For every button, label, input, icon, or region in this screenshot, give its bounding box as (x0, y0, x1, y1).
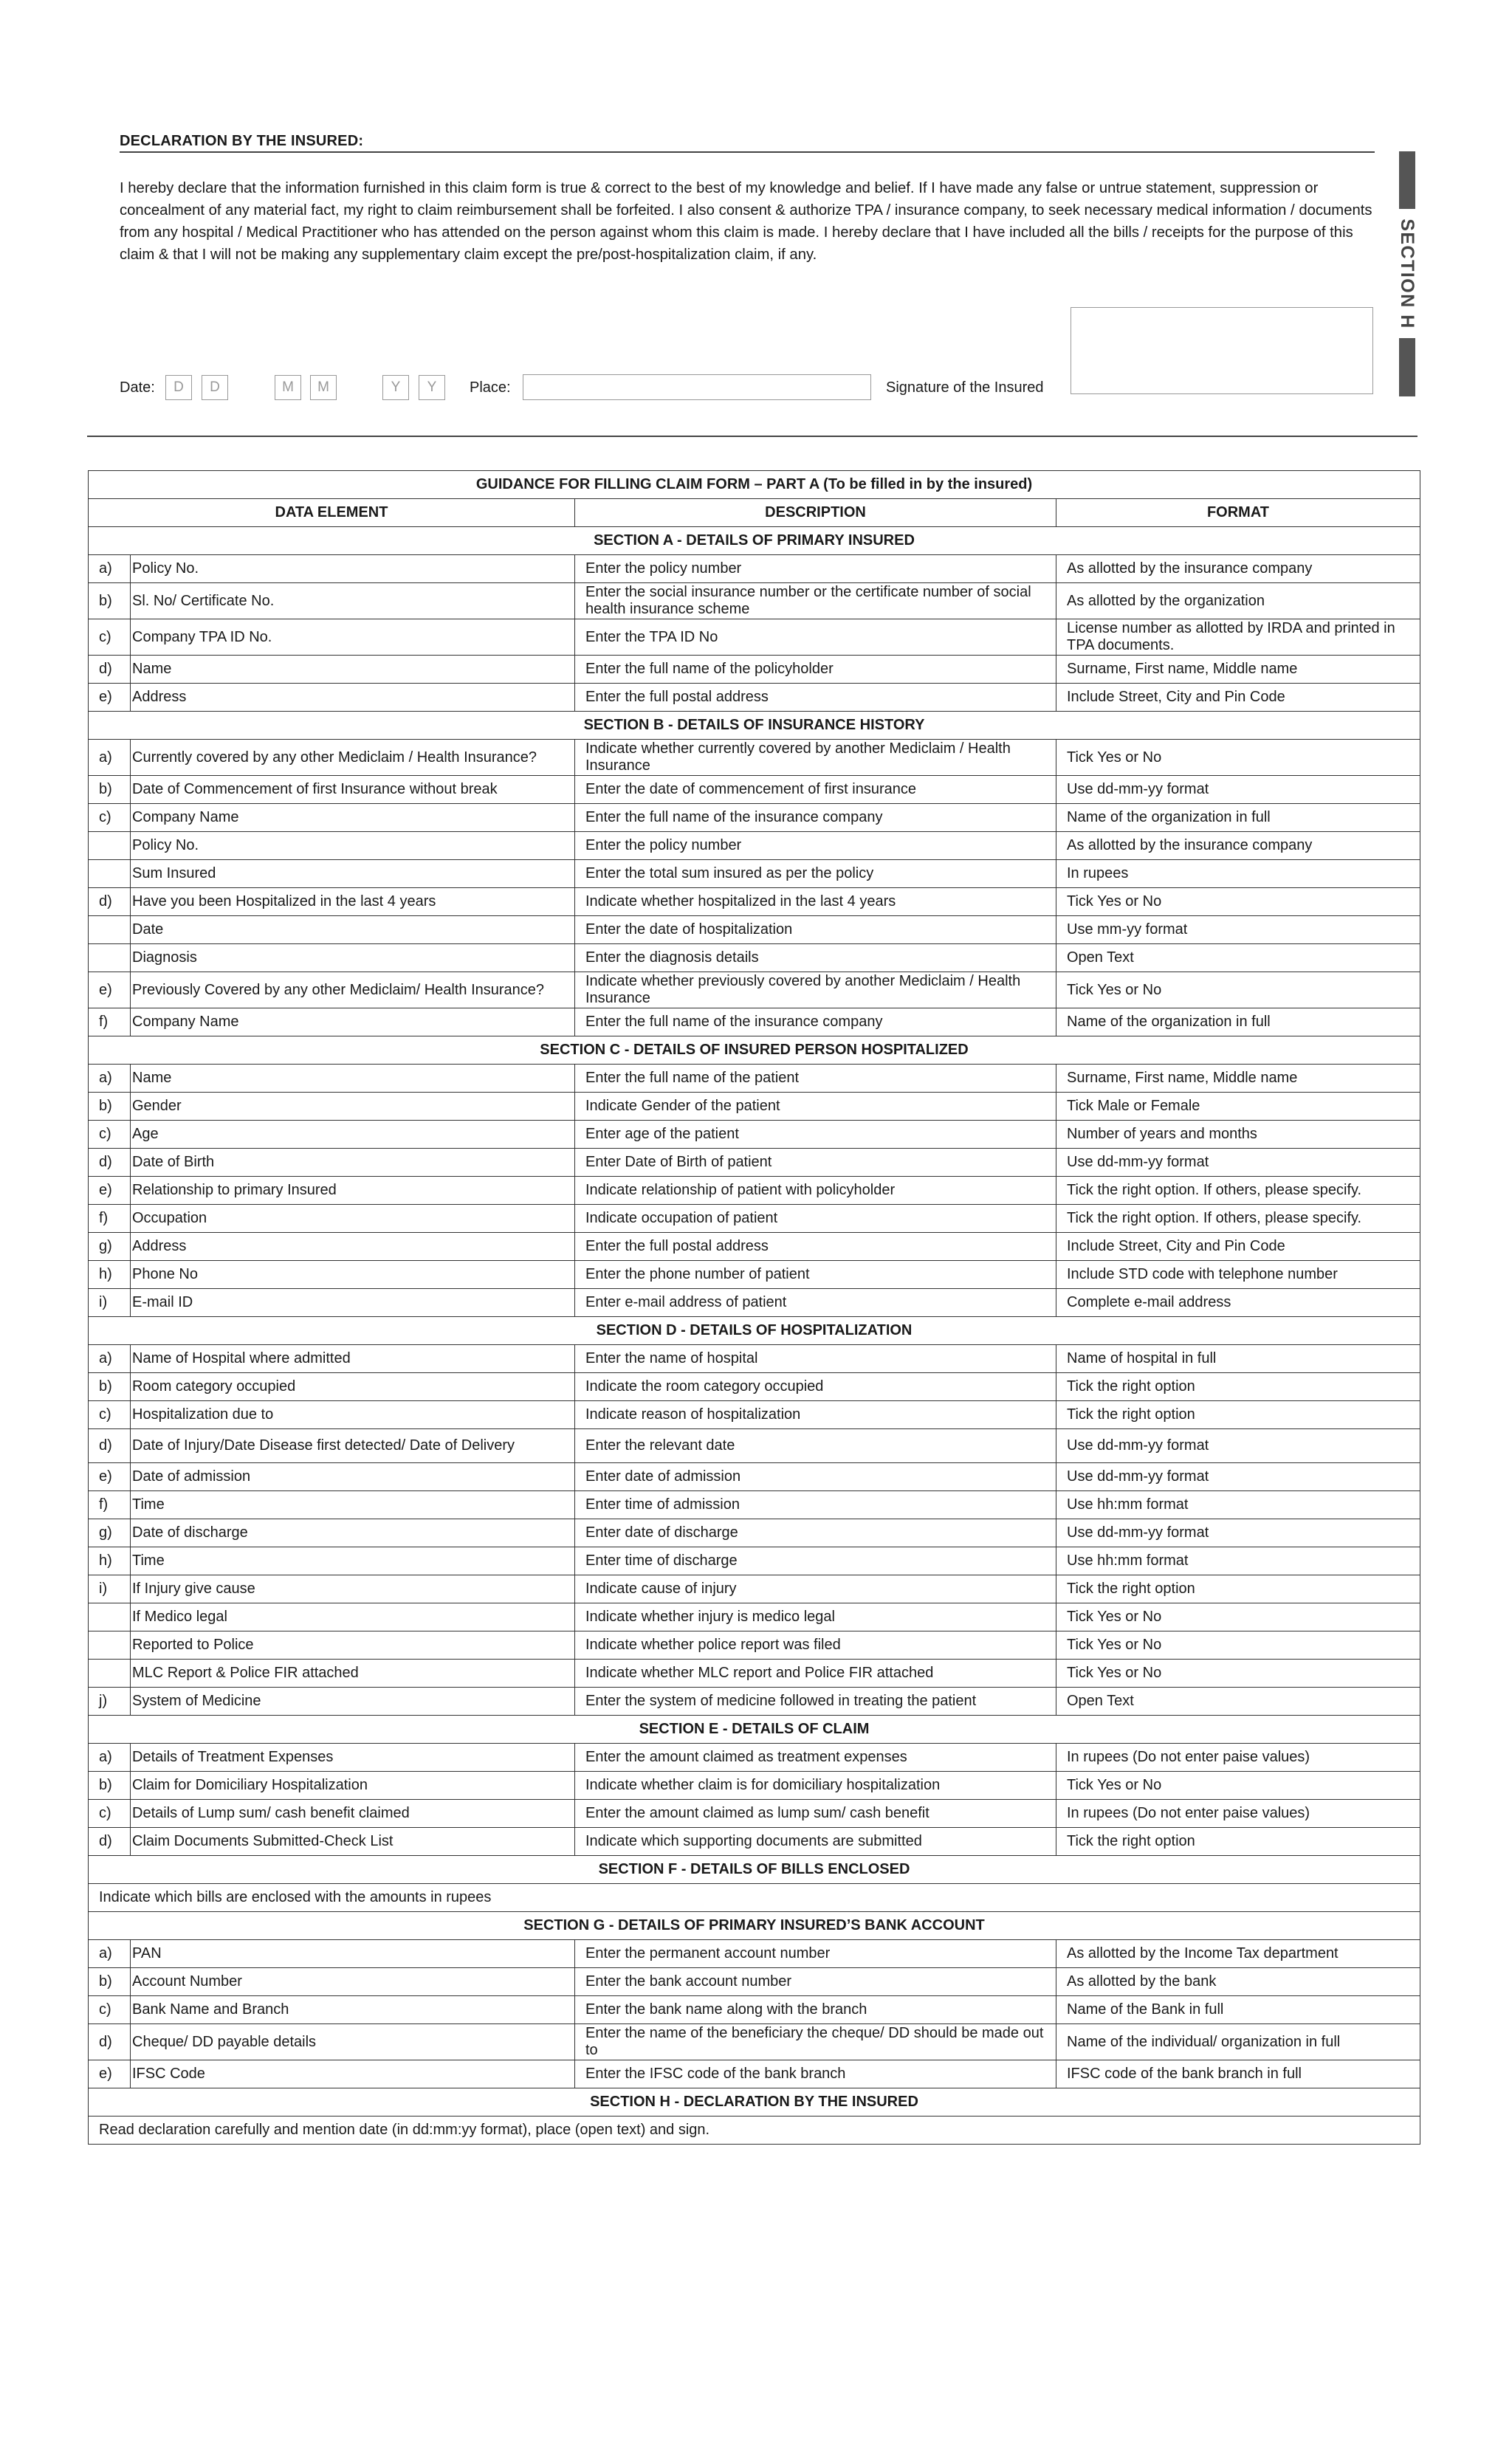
table-row (89, 860, 1420, 888)
data-element-cell: Address (131, 1233, 575, 1261)
data-element-cell: Gender (131, 1093, 575, 1121)
guidance-title-row (89, 471, 1420, 499)
description-cell: Enter the name of hospital (575, 1345, 1056, 1373)
row-label (89, 1603, 131, 1631)
description-cell: Indicate whether MLC report and Police FIR attached (575, 1660, 1056, 1688)
row-label: d) (89, 1828, 131, 1856)
data-element-cell: If Injury give cause (131, 1575, 575, 1603)
row-label: b) (89, 1968, 131, 1996)
format-cell: Use dd-mm-yy format (1056, 1519, 1420, 1547)
description-cell: Indicate relationship of patient with policyholder (575, 1177, 1056, 1205)
data-element-cell: Sl. No/ Certificate No. (131, 583, 575, 619)
description-cell: Enter date of discharge (575, 1519, 1056, 1547)
data-element-cell: Currently covered by any other Mediclaim / Health Insurance? (131, 740, 575, 776)
row-label: a) (89, 1065, 131, 1093)
description-cell: Enter the full postal address (575, 684, 1056, 712)
format-cell: Number of years and months (1056, 1121, 1420, 1149)
description-cell: Enter the full postal address (575, 1233, 1056, 1261)
format-cell: Tick Yes or No (1056, 1603, 1420, 1631)
description-cell: Enter the social insurance number or the certificate number of social health insurance scheme (575, 583, 1056, 619)
format-cell: Tick the right option (1056, 1373, 1420, 1401)
row-label: b) (89, 1772, 131, 1800)
format-cell: Surname, First name, Middle name (1056, 1065, 1420, 1093)
description-cell: Enter the TPA ID No (575, 619, 1056, 656)
place-label: Place: (470, 379, 511, 396)
format-cell: Name of the Bank in full (1056, 1996, 1420, 2024)
table-row (89, 1401, 1420, 1429)
row-label: a) (89, 740, 131, 776)
table-row (89, 1603, 1420, 1631)
guidance-title: GUIDANCE FOR FILLING CLAIM FORM – PART A (To be filled in by the insured) (89, 471, 1420, 499)
description-cell: Enter e-mail address of patient (575, 1289, 1056, 1317)
row-label: e) (89, 1463, 131, 1491)
data-element-cell: Name (131, 656, 575, 684)
data-element-cell: Policy No. (131, 555, 575, 583)
section-tab-bar-bottom (1399, 338, 1415, 396)
description-cell: Enter the system of medicine followed in treating the patient (575, 1688, 1056, 1716)
row-label: b) (89, 583, 131, 619)
table-row (89, 1828, 1420, 1856)
data-element-cell: Sum Insured (131, 860, 575, 888)
format-cell: Use dd-mm-yy format (1056, 1429, 1420, 1463)
section-title: SECTION G - DETAILS OF PRIMARY INSURED’S BANK ACCOUNT (89, 1912, 1420, 1940)
table-row (89, 1345, 1420, 1373)
guidance-header-row (89, 499, 1420, 527)
description-cell: Indicate whether hospitalized in the last 4 years (575, 888, 1056, 916)
data-element-cell: Bank Name and Branch (131, 1996, 575, 2024)
description-cell: Indicate Gender of the patient (575, 1093, 1056, 1121)
data-element-cell: Cheque/ DD payable details (131, 2024, 575, 2060)
table-row (89, 1996, 1420, 2024)
section-title: SECTION B - DETAILS OF INSURANCE HISTORY (89, 712, 1420, 740)
description-cell: Enter the bank account number (575, 1968, 1056, 1996)
format-cell: Tick the right option (1056, 1575, 1420, 1603)
section-header-row (89, 1716, 1420, 1744)
table-row (89, 1261, 1420, 1289)
row-label: b) (89, 1093, 131, 1121)
date-month-box-2[interactable]: M (310, 375, 337, 400)
format-cell: Tick Yes or No (1056, 1631, 1420, 1660)
table-row (89, 1772, 1420, 1800)
data-element-cell: Date (131, 916, 575, 944)
format-cell: Open Text (1056, 944, 1420, 972)
section-note: Read declaration carefully and mention date (in dd:mm:yy format), place (open text) and sign. (89, 2117, 1420, 2145)
table-row (89, 583, 1420, 619)
table-row (89, 2060, 1420, 2088)
guidance-table (88, 470, 1420, 2145)
row-label: a) (89, 1345, 131, 1373)
description-cell: Enter the policy number (575, 832, 1056, 860)
table-row (89, 1547, 1420, 1575)
section-header-row (89, 712, 1420, 740)
format-cell: Open Text (1056, 1688, 1420, 1716)
format-cell: Use dd-mm-yy format (1056, 1149, 1420, 1177)
section-h-tab (1397, 151, 1418, 396)
table-row (89, 888, 1420, 916)
data-element-cell: Company Name (131, 1008, 575, 1036)
format-cell: Tick Male or Female (1056, 1093, 1420, 1121)
data-element-cell: Hospitalization due to (131, 1401, 575, 1429)
data-element-cell: Previously Covered by any other Mediclaim/ Health Insurance? (131, 972, 575, 1008)
data-element-cell: Name (131, 1065, 575, 1093)
data-element-cell: Date of Birth (131, 1149, 575, 1177)
description-cell: Enter the date of commencement of first insurance (575, 776, 1056, 804)
row-label: c) (89, 1121, 131, 1149)
description-cell: Enter the diagnosis details (575, 944, 1056, 972)
table-row (89, 1149, 1420, 1177)
row-label: i) (89, 1289, 131, 1317)
format-cell: Name of the organization in full (1056, 1008, 1420, 1036)
section-title: SECTION C - DETAILS OF INSURED PERSON HOSPITALIZED (89, 1036, 1420, 1065)
date-label: Date: (120, 379, 155, 396)
table-row (89, 619, 1420, 656)
data-element-cell: Room category occupied (131, 1373, 575, 1401)
data-element-cell: Reported to Police (131, 1631, 575, 1660)
section-tab-bar-top (1399, 151, 1415, 209)
table-row (89, 1800, 1420, 1828)
description-cell: Enter time of admission (575, 1491, 1056, 1519)
table-row (89, 1660, 1420, 1688)
description-cell: Indicate the room category occupied (575, 1373, 1056, 1401)
data-element-cell: PAN (131, 1940, 575, 1968)
table-row (89, 684, 1420, 712)
format-cell: In rupees (Do not enter paise values) (1056, 1800, 1420, 1828)
format-cell: Tick the right option (1056, 1828, 1420, 1856)
declaration-title-rule (120, 151, 1375, 153)
table-row (89, 656, 1420, 684)
format-cell: Tick Yes or No (1056, 1660, 1420, 1688)
row-label: c) (89, 1996, 131, 2024)
row-label (89, 916, 131, 944)
description-cell: Indicate whether police report was filed (575, 1631, 1056, 1660)
table-row (89, 1205, 1420, 1233)
format-cell: Tick Yes or No (1056, 972, 1420, 1008)
header-format: FORMAT (1056, 499, 1420, 527)
data-element-cell: Age (131, 1121, 575, 1149)
format-cell: Tick the right option. If others, please specify. (1056, 1177, 1420, 1205)
format-cell: As allotted by the bank (1056, 1968, 1420, 1996)
data-element-cell: Date of Commencement of first Insurance without break (131, 776, 575, 804)
description-cell: Enter the relevant date (575, 1429, 1056, 1463)
description-cell: Indicate whether currently covered by another Mediclaim / Health Insurance (575, 740, 1056, 776)
table-row (89, 555, 1420, 583)
date-day-box-1[interactable]: D (165, 375, 192, 400)
format-cell: IFSC code of the bank branch in full (1056, 2060, 1420, 2088)
data-element-cell: Name of Hospital where admitted (131, 1345, 575, 1373)
data-element-cell: Company Name (131, 804, 575, 832)
format-cell: As allotted by the organization (1056, 583, 1420, 619)
table-row (89, 740, 1420, 776)
format-cell: License number as allotted by IRDA and printed in TPA documents. (1056, 619, 1420, 656)
table-row (89, 1575, 1420, 1603)
format-cell: Use dd-mm-yy format (1056, 1463, 1420, 1491)
description-cell: Indicate cause of injury (575, 1575, 1056, 1603)
description-cell: Enter the bank name along with the branch (575, 1996, 1056, 2024)
row-label: e) (89, 972, 131, 1008)
row-label (89, 832, 131, 860)
data-element-cell: Date of admission (131, 1463, 575, 1491)
description-cell: Enter the phone number of patient (575, 1261, 1056, 1289)
table-row (89, 1463, 1420, 1491)
guidance-table-body (89, 471, 1420, 2145)
table-row (89, 944, 1420, 972)
row-label: a) (89, 1744, 131, 1772)
table-row (89, 1008, 1420, 1036)
table-row (89, 1289, 1420, 1317)
table-row (89, 1429, 1420, 1463)
table-row (89, 1631, 1420, 1660)
table-row (89, 1688, 1420, 1716)
row-label (89, 860, 131, 888)
date-year-box-1[interactable]: Y (382, 375, 409, 400)
section-header-row (89, 1856, 1420, 1884)
description-cell: Enter Date of Birth of patient (575, 1149, 1056, 1177)
section-header-row (89, 1036, 1420, 1065)
date-day-box-2[interactable]: D (202, 375, 228, 400)
format-cell: Use mm-yy format (1056, 916, 1420, 944)
description-cell: Enter the full name of the patient (575, 1065, 1056, 1093)
description-cell: Indicate whether previously covered by another Mediclaim / Health Insurance (575, 972, 1056, 1008)
row-label: c) (89, 1800, 131, 1828)
row-label: d) (89, 1429, 131, 1463)
data-element-cell: Account Number (131, 1968, 575, 1996)
table-row (89, 1373, 1420, 1401)
format-cell: Complete e-mail address (1056, 1289, 1420, 1317)
declaration-title: DECLARATION BY THE INSURED: (120, 133, 364, 149)
row-label: b) (89, 776, 131, 804)
table-row (89, 804, 1420, 832)
row-label: g) (89, 1233, 131, 1261)
format-cell: In rupees (1056, 860, 1420, 888)
description-cell: Enter age of the patient (575, 1121, 1056, 1149)
row-label: b) (89, 1373, 131, 1401)
data-element-cell: Date of Injury/Date Disease first detected/ Date of Delivery (131, 1429, 575, 1463)
row-label: g) (89, 1519, 131, 1547)
table-row (89, 916, 1420, 944)
row-label: d) (89, 1149, 131, 1177)
data-element-cell: Time (131, 1491, 575, 1519)
table-row (89, 1491, 1420, 1519)
section-title: SECTION D - DETAILS OF HOSPITALIZATION (89, 1317, 1420, 1345)
description-cell: Enter the policy number (575, 555, 1056, 583)
row-label: d) (89, 656, 131, 684)
format-cell: Include Street, City and Pin Code (1056, 1233, 1420, 1261)
format-cell: As allotted by the insurance company (1056, 555, 1420, 583)
format-cell: Tick Yes or No (1056, 740, 1420, 776)
row-label (89, 1631, 131, 1660)
section-tab-label: SECTION H (1397, 219, 1418, 329)
section-header-row (89, 1912, 1420, 1940)
description-cell: Enter the date of hospitalization (575, 916, 1056, 944)
format-cell: Use hh:mm format (1056, 1547, 1420, 1575)
row-label: f) (89, 1008, 131, 1036)
table-row (89, 1177, 1420, 1205)
data-element-cell: Time (131, 1547, 575, 1575)
header-description: DESCRIPTION (575, 499, 1056, 527)
section-title: SECTION A - DETAILS OF PRIMARY INSURED (89, 527, 1420, 555)
description-cell: Indicate which supporting documents are submitted (575, 1828, 1056, 1856)
data-element-cell: Relationship to primary Insured (131, 1177, 575, 1205)
format-cell: Use hh:mm format (1056, 1491, 1420, 1519)
data-element-cell: Claim Documents Submitted-Check List (131, 1828, 575, 1856)
table-row (89, 1093, 1420, 1121)
section-title: SECTION H - DECLARATION BY THE INSURED (89, 2088, 1420, 2117)
table-row (89, 1744, 1420, 1772)
description-cell: Indicate reason of hospitalization (575, 1401, 1056, 1429)
data-element-cell: Claim for Domiciliary Hospitalization (131, 1772, 575, 1800)
table-row (89, 1940, 1420, 1968)
section-title: SECTION F - DETAILS OF BILLS ENCLOSED (89, 1856, 1420, 1884)
data-element-cell: Phone No (131, 1261, 575, 1289)
description-cell: Indicate whether claim is for domiciliary hospitalization (575, 1772, 1056, 1800)
format-cell: Use dd-mm-yy format (1056, 776, 1420, 804)
row-label: h) (89, 1547, 131, 1575)
row-label: f) (89, 1205, 131, 1233)
format-cell: As allotted by the Income Tax department (1056, 1940, 1420, 1968)
format-cell: Tick Yes or No (1056, 1772, 1420, 1800)
row-label: d) (89, 2024, 131, 2060)
table-row (89, 972, 1420, 1008)
row-label: e) (89, 684, 131, 712)
description-cell: Enter the full name of the insurance company (575, 804, 1056, 832)
row-label: f) (89, 1491, 131, 1519)
section-note: Indicate which bills are enclosed with the amounts in rupees (89, 1884, 1420, 1912)
row-label (89, 944, 131, 972)
table-row (89, 1519, 1420, 1547)
row-label: e) (89, 2060, 131, 2088)
row-label: c) (89, 804, 131, 832)
format-cell: Tick Yes or No (1056, 888, 1420, 916)
row-label: j) (89, 1688, 131, 1716)
description-cell: Enter the amount claimed as treatment expenses (575, 1744, 1056, 1772)
data-element-cell: System of Medicine (131, 1688, 575, 1716)
signature-label: Signature of the Insured (886, 379, 1044, 396)
table-row (89, 1968, 1420, 1996)
description-cell: Enter date of admission (575, 1463, 1056, 1491)
data-element-cell: Address (131, 684, 575, 712)
row-label: d) (89, 888, 131, 916)
format-cell: In rupees (Do not enter paise values) (1056, 1744, 1420, 1772)
data-element-cell: If Medico legal (131, 1603, 575, 1631)
row-label: e) (89, 1177, 131, 1205)
format-cell: Name of hospital in full (1056, 1345, 1420, 1373)
format-cell: Name of the individual/ organization in full (1056, 2024, 1420, 2060)
row-label (89, 1660, 131, 1688)
row-label: a) (89, 1940, 131, 1968)
table-row (89, 832, 1420, 860)
data-element-cell: Details of Lump sum/ cash benefit claimed (131, 1800, 575, 1828)
header-data-element: DATA ELEMENT (89, 499, 575, 527)
date-year-box-2[interactable]: Y (419, 375, 445, 400)
section-note-row (89, 2117, 1420, 2145)
data-element-cell: Diagnosis (131, 944, 575, 972)
data-element-cell: Company TPA ID No. (131, 619, 575, 656)
data-element-cell: Date of discharge (131, 1519, 575, 1547)
date-month-box-1[interactable]: M (275, 375, 301, 400)
description-cell: Enter the amount claimed as lump sum/ cash benefit (575, 1800, 1056, 1828)
section-title: SECTION E - DETAILS OF CLAIM (89, 1716, 1420, 1744)
table-row (89, 776, 1420, 804)
data-element-cell: MLC Report & Police FIR attached (131, 1660, 575, 1688)
section-header-row (89, 527, 1420, 555)
row-label: c) (89, 1401, 131, 1429)
description-cell: Enter time of discharge (575, 1547, 1056, 1575)
table-row (89, 1121, 1420, 1149)
format-cell: Surname, First name, Middle name (1056, 656, 1420, 684)
signature-box[interactable] (1071, 307, 1373, 394)
data-element-cell: Have you been Hospitalized in the last 4 years (131, 888, 575, 916)
description-cell: Indicate occupation of patient (575, 1205, 1056, 1233)
section-note-row (89, 1884, 1420, 1912)
description-cell: Enter the IFSC code of the bank branch (575, 2060, 1056, 2088)
row-label: a) (89, 555, 131, 583)
section-header-row (89, 2088, 1420, 2117)
row-label: h) (89, 1261, 131, 1289)
description-cell: Enter the full name of the insurance company (575, 1008, 1056, 1036)
format-cell: Tick the right option (1056, 1401, 1420, 1429)
format-cell: Include STD code with telephone number (1056, 1261, 1420, 1289)
row-label: c) (89, 619, 131, 656)
data-element-cell: Policy No. (131, 832, 575, 860)
description-cell: Indicate whether injury is medico legal (575, 1603, 1056, 1631)
description-cell: Enter the permanent account number (575, 1940, 1056, 1968)
data-element-cell: Details of Treatment Expenses (131, 1744, 575, 1772)
data-element-cell: Occupation (131, 1205, 575, 1233)
table-row (89, 1233, 1420, 1261)
format-cell: Name of the organization in full (1056, 804, 1420, 832)
description-cell: Enter the full name of the policyholder (575, 656, 1056, 684)
description-cell: Enter the total sum insured as per the policy (575, 860, 1056, 888)
format-cell: As allotted by the insurance company (1056, 832, 1420, 860)
description-cell: Enter the name of the beneficiary the cheque/ DD should be made out to (575, 2024, 1056, 2060)
format-cell: Include Street, City and Pin Code (1056, 684, 1420, 712)
table-row (89, 2024, 1420, 2060)
page-divider (87, 436, 1418, 437)
table-row (89, 1065, 1420, 1093)
row-label: i) (89, 1575, 131, 1603)
declaration-text: I hereby declare that the information furnished in this claim form is true & correct to the best of my knowledge and belief. If I have made any false or untrue statement, suppression or concealment of any material fact, my right to claim reimbursement shall be forfeited. I also consent & authorize TPA / insurance company, to seek necessary medical information / documents from any hospital / Medical Practitioner who has attended on the person against whom this claim is made. I hereby declare that I have included all the bills / receipts for the purpose of this claim & that I will not be making any supplementary claim except the pre/post-hospitalization claim, if any. (120, 180, 1372, 263)
place-input[interactable] (523, 374, 871, 400)
data-element-cell: E-mail ID (131, 1289, 575, 1317)
section-header-row (89, 1317, 1420, 1345)
format-cell: Tick the right option. If others, please specify. (1056, 1205, 1420, 1233)
data-element-cell: IFSC Code (131, 2060, 575, 2088)
